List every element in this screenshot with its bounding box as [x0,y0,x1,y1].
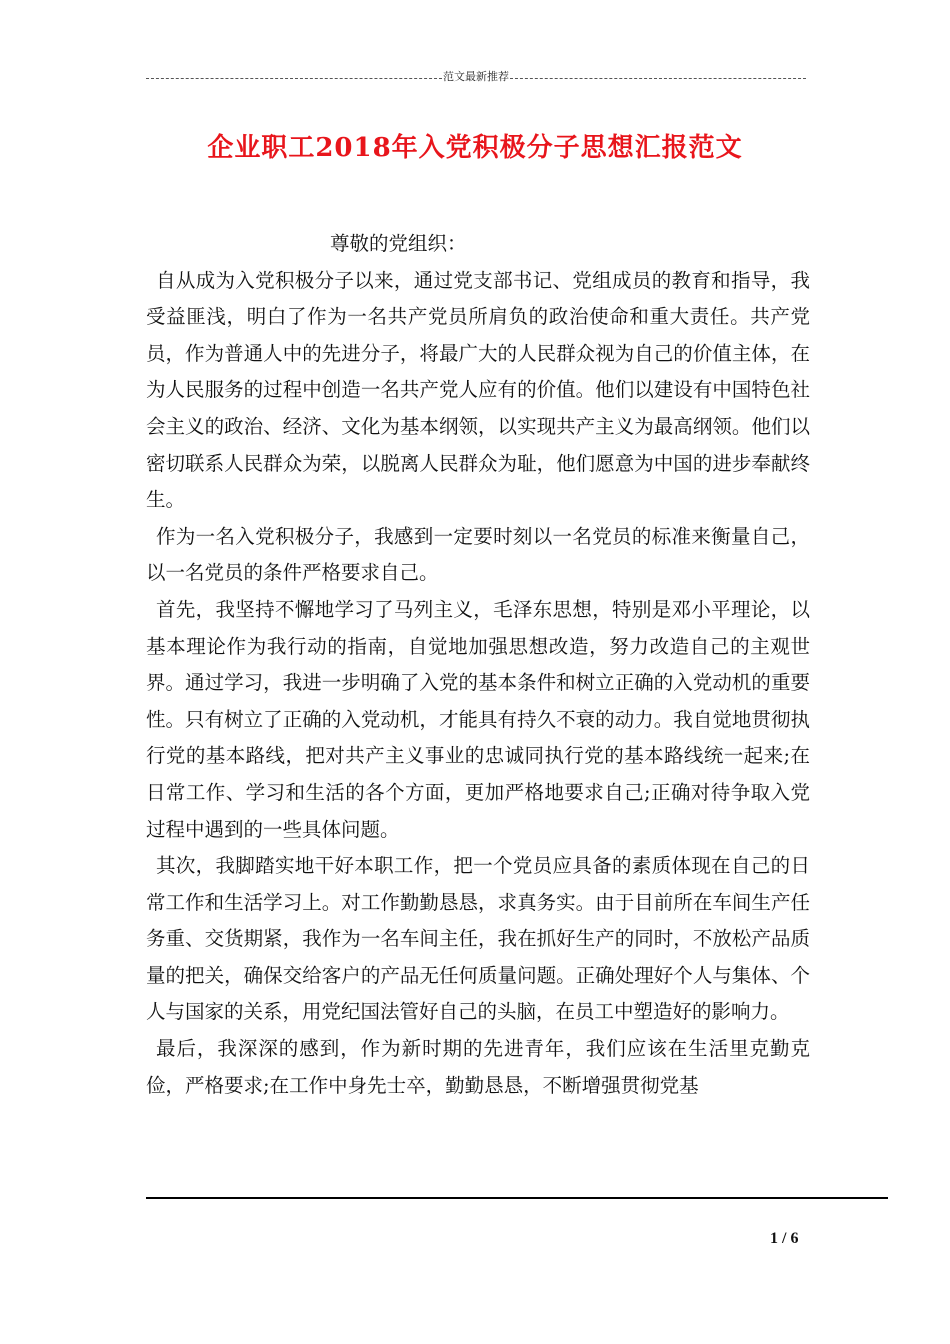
paragraph: 自从成为入党积极分子以来，通过党支部书记、党组成员的教育和指导，我受益匪浅，明白了作为一名共产党员所肩负的政治使命和重大责任。共产党员，作为普通人中的先进分子，将最广大的人民群众视为自己的价值主体，在为人民服务的过程中创造一名共产党人应有的价值。他们以建设有中国特色社会主义的政治、经济、文化为基本纲领，以实现共产主义为最高纲领。他们以密切联系人民群众为荣，以脱离人民群众为耻，他们愿意为中国的进步奉献终生。 [146,268,810,512]
footer-rule [146,1197,888,1199]
document-body [146,226,810,1104]
header-dash-right [510,78,806,79]
page-header [146,70,806,84]
salutation: 尊敬的党组织： [330,232,467,255]
document-title: 企业职工2018年入党积极分子思想汇报范文 [207,133,743,163]
header-dash-left [146,78,442,79]
paragraph: 其次，我脚踏实地干好本职工作，把一个党员应具备的素质体现在自己的日常工作和生活学习上。对工作勤勤恳恳，求真务实。由于目前所在车间生产任务重、交货期紧，我作为一名车间主任，我在抓好生产的同时，不放松产品质量的把关，确保交给客户的产品无任何质量问题。正确处理好个人与集体、个人与国家的关系，用党纪国法管好自己的头脑，在员工中塑造好的影响力。 [146,854,810,1024]
page-number: 1 / 6 [770,1230,799,1247]
paragraph: 首先，我坚持不懈地学习了马列主义，毛泽东思想，特别是邓小平理论，以基本理论作为我行动的指南，自觉地加强思想改造，努力改造自己的主观世界。通过学习，我进一步明确了入党的基本条件和树立正确的入党动机的重要性。只有树立了正确的入党动机，才能具有持久不衰的动力。我自觉地贯彻执行党的基本路线，把对共产主义事业的忠诚同执行党的基本路线统一起来;在日常工作、学习和生活的各个方面，更加严格地要求自己;正确对待争取入党过程中遇到的一些具体问题。 [146,597,810,841]
paragraph: 最后，我深深的感到，作为新时期的先进青年，我们应该在生活里克勤克俭，严格要求;在工作中身先士卒，勤勤恳恳，不断增强贯彻党基 [146,1037,810,1097]
header-label: 范文最新推荐 [443,70,509,83]
paragraph: 作为一名入党积极分子，我感到一定要时刻以一名党员的标准来衡量自己，以一名党员的条件严格要求自己。 [146,524,810,585]
